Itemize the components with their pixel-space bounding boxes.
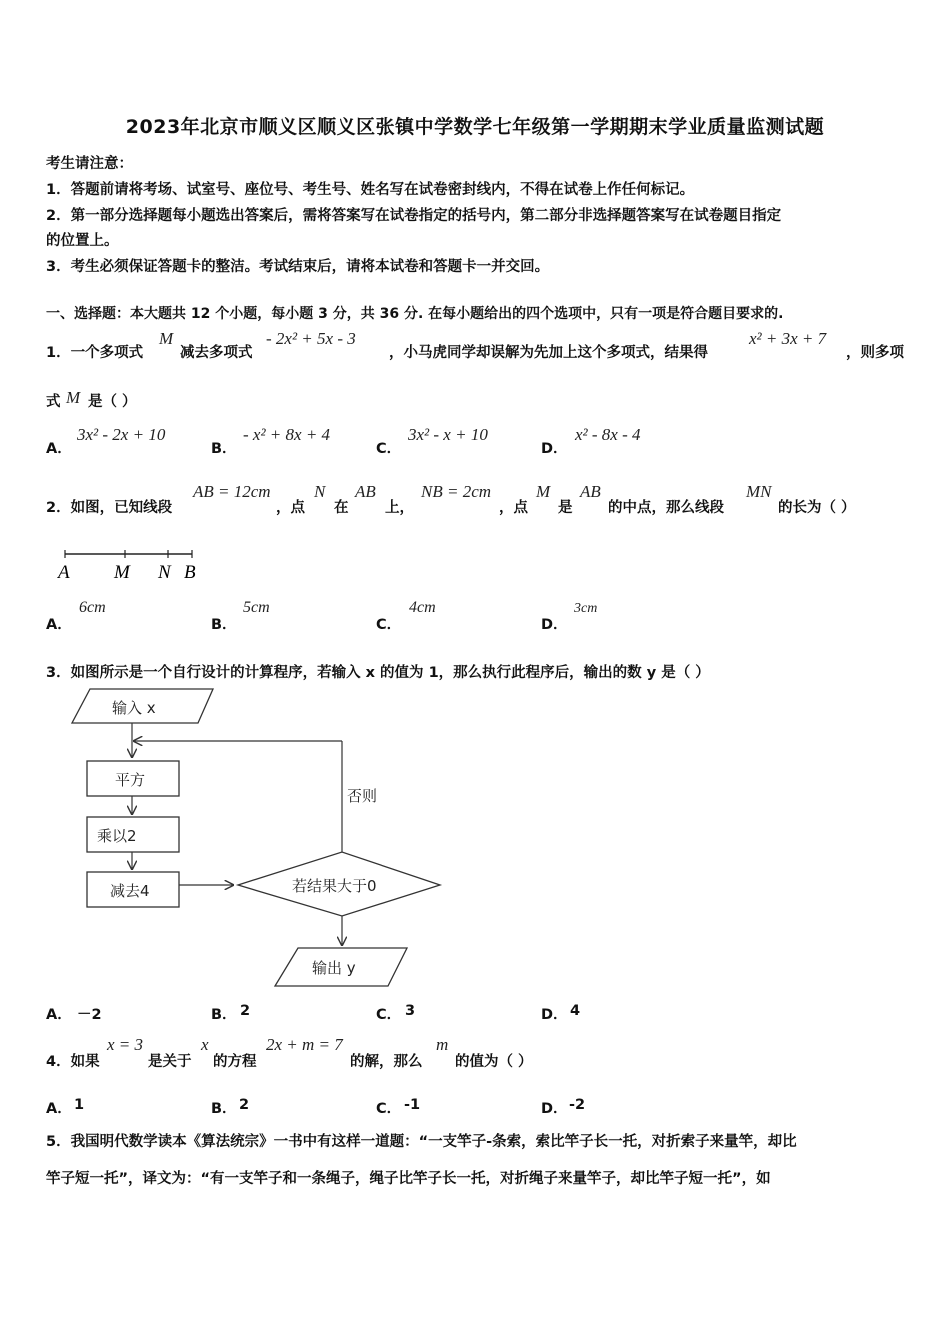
q2-math-ab: AB = 12cm xyxy=(193,482,271,501)
page-title: 2023年北京市顺义区顺义区张镇中学数学七年级第一学期期末学业质量监测试题 xyxy=(125,116,825,138)
q1-text-1: 1．一个多项式 xyxy=(46,345,144,361)
q1-math-m2: M xyxy=(66,388,81,407)
q1-option-c[interactable]: 3x² - x + 10 xyxy=(408,425,488,444)
notice-item-2-cont: 的位置上。 xyxy=(46,233,119,249)
q3-option-d-label: D． xyxy=(541,1007,568,1023)
flowchart xyxy=(60,685,450,990)
notice-heading: 考生请注意： xyxy=(46,156,133,172)
q1-text-4: ，则多项 xyxy=(846,345,904,361)
q2-text-3: 在 xyxy=(334,500,349,516)
q1-text-2: 减去多项式 xyxy=(180,345,253,361)
decision-label: 若结果大于0 xyxy=(292,877,377,895)
q1-math-m: M xyxy=(159,329,174,348)
q4-option-c-label: C． xyxy=(376,1101,402,1117)
q5-line-2: 竿子短一托”，译文为：“有一支竿子和一条绳子，绳子比竿子长一托，对折绳子来量竿子，却比竿子短一托”，如 xyxy=(46,1171,771,1187)
q2-math-ab3: AB xyxy=(580,482,601,501)
q4-text-4: 的解，那么 xyxy=(350,1054,423,1070)
q4-option-b[interactable]: 2 xyxy=(239,1097,250,1113)
q1-option-c-label: C． xyxy=(376,441,402,457)
q2-option-c[interactable]: 4cm xyxy=(409,599,436,616)
q2-text-6: 是 xyxy=(558,500,573,516)
q4-text-1: 4．如果 xyxy=(46,1054,100,1070)
notice-item-2: 2．第一部分选择题每小题选出答案后，需将答案写在试卷指定的括号内，第二部分非选择题答案写在试卷题目指定 xyxy=(46,208,782,224)
q2-option-a[interactable]: 6cm xyxy=(79,599,106,616)
q2-math-mn: MN xyxy=(746,482,772,501)
input-label: 输入 x xyxy=(112,699,156,717)
q2-math-nb: NB = 2cm xyxy=(421,482,492,501)
segment-figure xyxy=(50,545,210,585)
q1-option-b[interactable]: - x² + 8x + 4 xyxy=(243,425,331,444)
q2-text-1: 2．如图，已知线段 xyxy=(46,500,173,516)
q4-text-3: 的方程 xyxy=(213,1054,257,1070)
q1-option-d-label: D． xyxy=(541,441,568,457)
q4-option-a[interactable]: 1 xyxy=(74,1097,85,1113)
q2-text-8: 的长为（ ） xyxy=(778,500,856,516)
q3-option-a-label: A． xyxy=(46,1007,72,1023)
q3-option-b-label: B． xyxy=(211,1007,237,1023)
q2-option-b-label: B． xyxy=(211,617,237,633)
q2-text-4: 上， xyxy=(385,500,414,516)
section-heading: 一、选择题：本大题共 12 个小题，每小题 3 分，共 36 分. 在每小题给出的四个选项中，只有一项是符合题目要求的. xyxy=(46,306,784,322)
q1-text-6: 是（ ） xyxy=(88,394,137,410)
q4-option-d[interactable]: -2 xyxy=(569,1097,586,1113)
q4-math-x3: x = 3 xyxy=(107,1035,144,1054)
q4-math-m: m xyxy=(436,1035,449,1054)
q3-option-c-label: C． xyxy=(376,1007,402,1023)
q1-option-d[interactable]: x² - 8x - 4 xyxy=(575,425,641,444)
q2-math-n: N xyxy=(314,482,326,501)
label-a: A xyxy=(58,562,70,583)
q2-text-2: ，点 xyxy=(276,500,305,516)
q2-text-7: 的中点，那么线段 xyxy=(608,500,724,516)
q1-option-a[interactable]: 3x² - 2x + 10 xyxy=(77,425,166,444)
q3-option-c[interactable]: 3 xyxy=(405,1003,416,1019)
q4-math-x: x xyxy=(201,1035,209,1054)
step-square-label: 平方 xyxy=(115,771,146,789)
else-label: 否则 xyxy=(347,787,378,805)
q4-option-c[interactable]: -1 xyxy=(404,1097,421,1113)
q4-option-d-label: D． xyxy=(541,1101,568,1117)
q1-math-result: x² + 3x + 7 xyxy=(749,329,827,348)
q3-option-b[interactable]: 2 xyxy=(240,1003,251,1019)
step-multiply-label: 乘以2 xyxy=(97,827,137,845)
label-b: B xyxy=(184,562,196,583)
q4-text-5: 的值为（ ） xyxy=(455,1054,533,1070)
q5-line-1: 5．我国明代数学读本《算法统宗》一书中有这样一道题：“一支竿子-条索，索比竿子长一托，对折索子来量竿，却比 xyxy=(46,1134,797,1150)
q2-math-m: M xyxy=(536,482,551,501)
q1-text-3: ，小马虎同学却误解为先加上这个多项式，结果得 xyxy=(389,345,708,361)
label-n: N xyxy=(158,562,171,583)
q1-option-a-label: A． xyxy=(46,441,72,457)
notice-item-3: 3．考生必须保证答题卡的整洁。考试结束后，请将本试卷和答题卡一并交回。 xyxy=(46,259,550,275)
q2-option-b[interactable]: 5cm xyxy=(243,599,270,616)
q4-math-eq: 2x + m = 7 xyxy=(266,1035,343,1054)
label-m: M xyxy=(114,562,130,583)
q2-option-d-label: D． xyxy=(541,617,568,633)
q3-option-a[interactable]: －2 xyxy=(77,1007,102,1023)
q2-math-ab2: AB xyxy=(355,482,376,501)
q2-text-5: ，点 xyxy=(499,500,528,516)
q3-text: 3．如图所示是一个自行设计的计算程序，若输入 x 的值为 1，那么执行此程序后，输出的数 y 是（ ） xyxy=(46,665,710,681)
q2-option-a-label: A． xyxy=(46,617,72,633)
output-label: 输出 y xyxy=(312,959,356,977)
q1-math-poly: - 2x² + 5x - 3 xyxy=(266,329,356,348)
step-subtract-label: 减去4 xyxy=(110,882,150,900)
q1-text-5: 式 xyxy=(46,394,61,410)
q4-text-2: 是关于 xyxy=(148,1054,192,1070)
q1-option-b-label: B． xyxy=(211,441,237,457)
q4-option-b-label: B． xyxy=(211,1101,237,1117)
q3-option-d[interactable]: 4 xyxy=(570,1003,581,1019)
notice-item-1: 1．答题前请将考场、试室号、座位号、考生号、姓名写在试卷密封线内，不得在试卷上作任何标记。 xyxy=(46,182,695,198)
q2-option-c-label: C． xyxy=(376,617,402,633)
q4-option-a-label: A． xyxy=(46,1101,72,1117)
q2-option-d[interactable]: 3cm xyxy=(574,601,598,616)
